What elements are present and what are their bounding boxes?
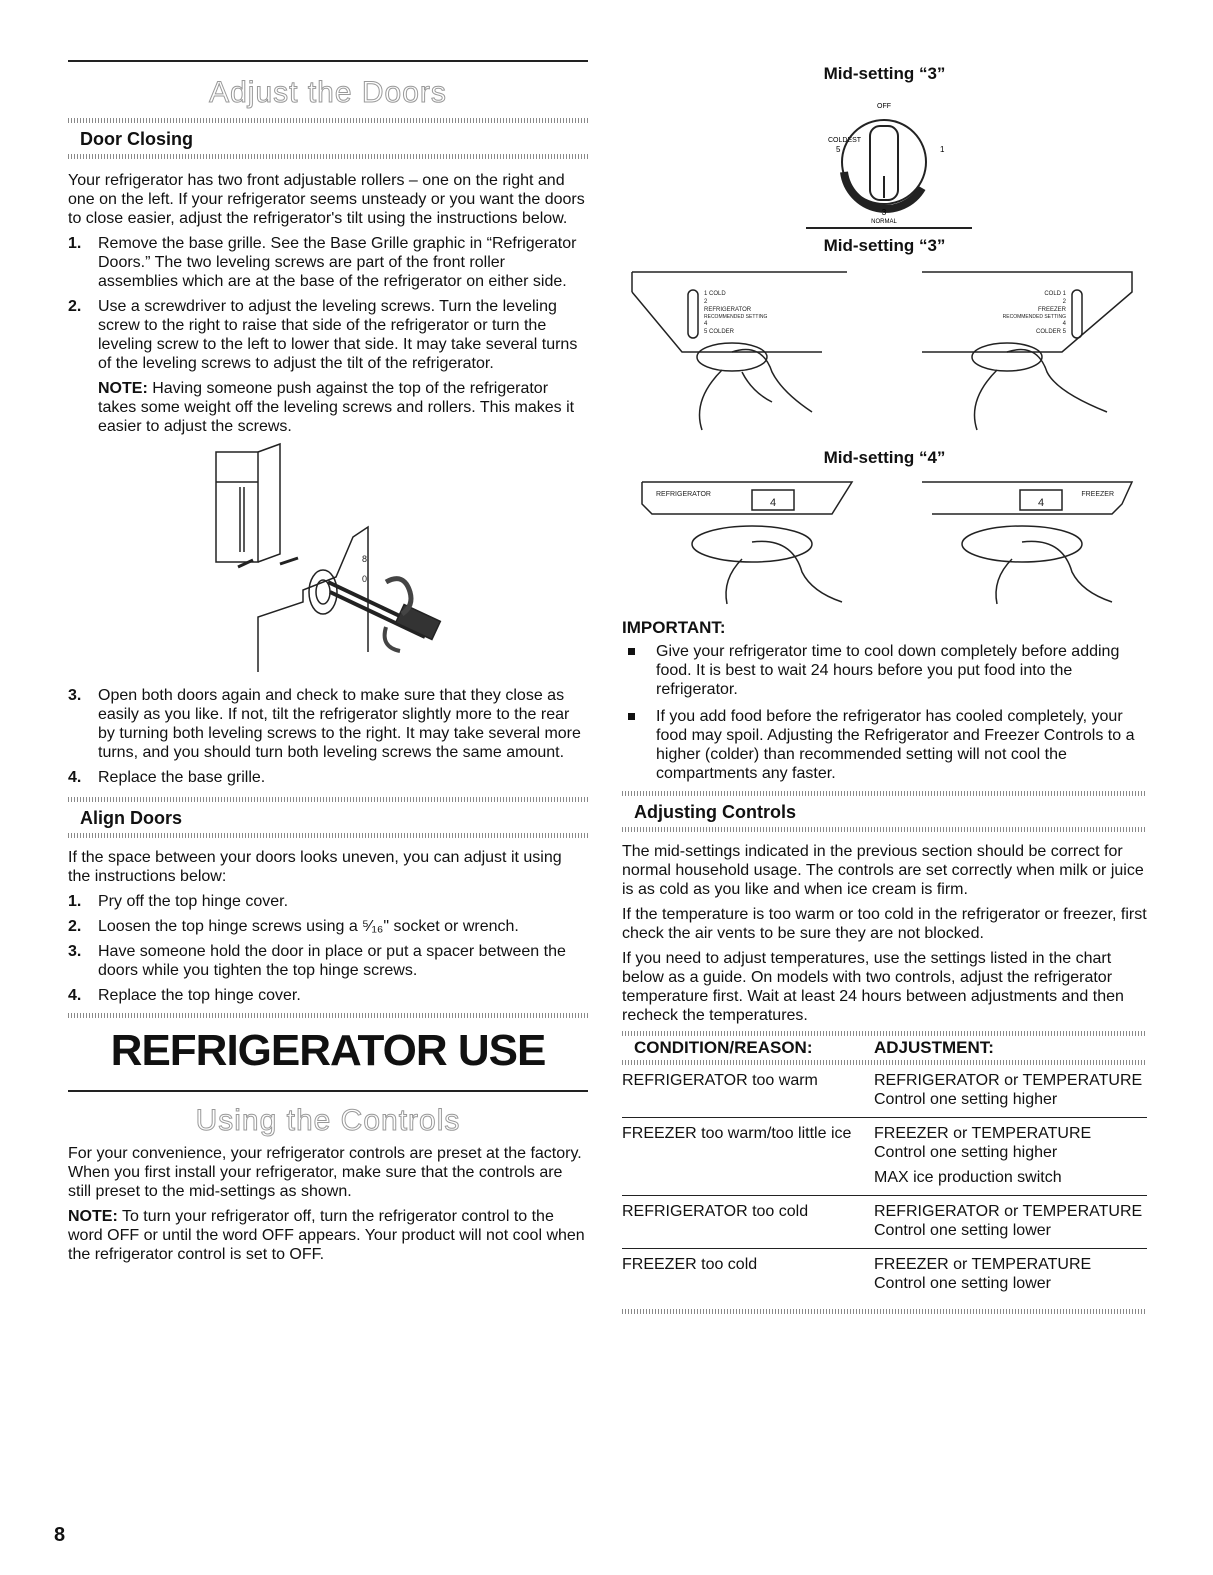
panel-left-line: 5 COLDER [704,329,735,335]
table-cell-condition: FREEZER too warm/too little ice [622,1118,874,1196]
table-row [622,1249,1147,1302]
door-closing-intro: Your refrigerator has two front adjustable rollers – one on the right and one on the left. If your refrigerator seems unsteady or you want the doors to close easier, adjust the refrigerator's tilt using the instructions below. [68,172,585,227]
dial-coldest-label: COLDEST [828,137,862,144]
left-column [68,60,588,1270]
table-cell-adjustment: REFRIGERATOR or TEMPERATURE Control one setting higher [874,1065,1147,1118]
hatch-divider [622,791,1147,796]
heading-door-closing: Door Closing [80,129,193,149]
list-item: 2. Use a screwdriver to adjust the leveling screws. Turn the leveling screw to the right to raise that side of the refrigerator or turn the leveling screw to the left to lower that side. It may take several turns of the leveling screws to adjust the tilt of the refrigerator. NOTE: Having someone push against the top of the refrigerator takes some weight off the leveling screws and rollers. This makes it easier to adjust the screws. [68,297,588,436]
align-doors-intro: If the space between your doors looks uneven, you can adjust it using the instructions below: [68,849,562,885]
table-cell-condition: REFRIGERATOR too cold [622,1196,874,1249]
slide-control-illustration-3 [622,262,1147,442]
panel-right-line: COLD 1 [1044,291,1066,297]
panel-left-line: REFRIGERATOR [704,307,752,313]
adjusting-paragraph: The mid-settings indicated in the previous section should be correct for normal household usage. The controls are set correctly when milk or juice is as cold as you like and when ice cream is firm. [622,843,1144,898]
panel-left-line: 2 [704,299,708,305]
list-item: 3. Have someone hold the door in place or put a spacer between the doors while you tighten the top hinge screws. [68,943,566,979]
hatch-divider [622,1309,1147,1314]
heading-align-doors: Align Doors [80,808,182,828]
table-row [622,1196,1147,1249]
page-title-refrigerator-use: REFRIGERATOR USE [110,1026,546,1075]
table-cell-condition: REFRIGERATOR too warm [622,1065,874,1118]
slide-control-illustration-4 [622,474,1147,614]
hatch-divider [68,833,588,838]
list-item: 2. Loosen the top hinge screws using a ⁵⁄₁₆" socket or wrench. [68,918,519,935]
table-row [622,1118,1147,1196]
caption-mid-setting-dial: Mid-setting “3” [823,64,946,83]
hatch-divider [622,827,1147,832]
page-number: 8 [54,1524,66,1546]
important-label: IMPORTANT: [622,618,726,637]
panel-right-line: FREEZER [1037,307,1066,313]
table-cell-condition: FREEZER too cold [622,1256,758,1273]
dial-normal-label: NORMAL [871,219,897,225]
right-column [622,60,1147,1314]
dial-three-label: 3 [881,208,887,217]
panel-right-line: 2 [1062,299,1066,305]
list-item: 1. Remove the base grille. See the Base Grille graphic in “Refrigerator Doors.” The two leveling screws are part of the front roller assemblies which are at the base of the refrigerator on either side. [68,235,577,290]
panel4-right-number: 4 [1037,497,1045,509]
list-item: 4. Replace the top hinge cover. [68,987,301,1004]
panel-right-line: COLDER 5 [1035,329,1066,335]
panel-left-line: RECOMMENDED SETTING [704,314,768,320]
leveling-screw-illustration [68,442,588,682]
section-rule [68,1090,588,1092]
adjustment-table [622,1036,1147,1301]
table-header-condition: CONDITION/REASON: [634,1038,813,1057]
dial-five-label: 5 [836,145,841,154]
table-cell-adjustment: FREEZER or TEMPERATURE Control one setting lower [874,1256,1092,1292]
heading-adjusting-controls: Adjusting Controls [634,802,796,822]
table-cell-adjustment: FREEZER or TEMPERATURE Control one setting higher MAX ice production switch [874,1118,1147,1196]
section-title-using-controls: Using the Controls [195,1104,461,1137]
list-item: 1. Pry off the top hinge cover. [68,893,289,910]
table-row [622,1065,1147,1118]
list-item: If you add food before the refrigerator has cooled completely, your food may spoil. Adjusting the Refrigerator and Freezer Controls to a higher (colder) than recommended setting will not cool the compartments any faster. [622,707,1147,783]
dial-off-label: OFF [877,103,891,110]
hatch-divider [68,797,588,802]
door-closing-steps [68,234,588,436]
adjusting-paragraph: If you need to adjust temperatures, use the settings listed in the chart below as a guide. On models with two controls, adjust the refrigerator temperature first. Wait at least 24 hours between adjustments and then recheck the temperatures. [622,950,1124,1024]
dial-one-label: 1 [940,145,945,154]
panel-left-line: 1 COLD [704,291,726,297]
table-cell-adjustment: REFRIGERATOR or TEMPERATURE Control one setting lower [874,1196,1147,1249]
hatch-divider [68,1013,588,1018]
panel-right-line: RECOMMENDED SETTING [1002,314,1066,320]
panel-right-line: 4 [1062,321,1066,327]
svg-text:0: 0 [362,574,368,584]
list-item: Give your refrigerator time to cool down completely before adding food. It is best to wait 24 hours before you put food into the refrigerator. [622,642,1147,699]
section-title-adjust-doors: Adjust the Doors [209,76,447,109]
svg-text:8: 8 [362,554,368,564]
panel-left-line: 4 [704,321,708,327]
hatch-divider [68,154,588,159]
important-list [622,642,1147,783]
controls-note: NOTE: To turn your refrigerator off, turn the refrigerator control to the word OFF or until the word OFF appears. Your product will not cool when the refrigerator control is set to OFF. [68,1208,585,1263]
caption-mid-setting-slider-4: Mid-setting “4” [823,448,946,467]
caption-mid-setting-slider-3: Mid-setting “3” [823,236,946,255]
panel4-left-label: REFRIGERATOR [656,491,711,498]
panel4-right-label: FREEZER [1081,491,1114,498]
list-item: 3. Open both doors again and check to make sure that they close as easily as you like. If not, tilt the refrigerator slightly more to the rear by turning both leveling screws to the right. It may take several more turns, and you should turn both leveling screws the same amount. [68,687,581,761]
door-closing-note: NOTE: Having someone push against the top of the refrigerator takes some weight off the leveling screws and rollers. This makes it easier to adjust the screws. [98,380,575,435]
controls-intro: For your convenience, your refrigerator controls are preset at the factory. When you first install your refrigerator, make sure that the controls are still preset to the mid-settings as shown. [68,1145,582,1200]
align-doors-steps [68,892,588,1005]
table-cell-extra: MAX ice production switch [874,1169,1062,1186]
top-rule [68,60,588,62]
table-header-adjustment: ADJUSTMENT: [874,1038,994,1057]
list-item: 4. Replace the base grille. [68,769,266,786]
adjusting-paragraph: If the temperature is too warm or too cold in the refrigerator or freezer, first check the air vents to be sure they are not blocked. [622,906,1147,942]
panel4-left-number: 4 [769,497,777,509]
dial-control-illustration [622,90,1147,230]
hatch-divider [68,118,588,123]
door-closing-steps-continued [68,686,588,787]
